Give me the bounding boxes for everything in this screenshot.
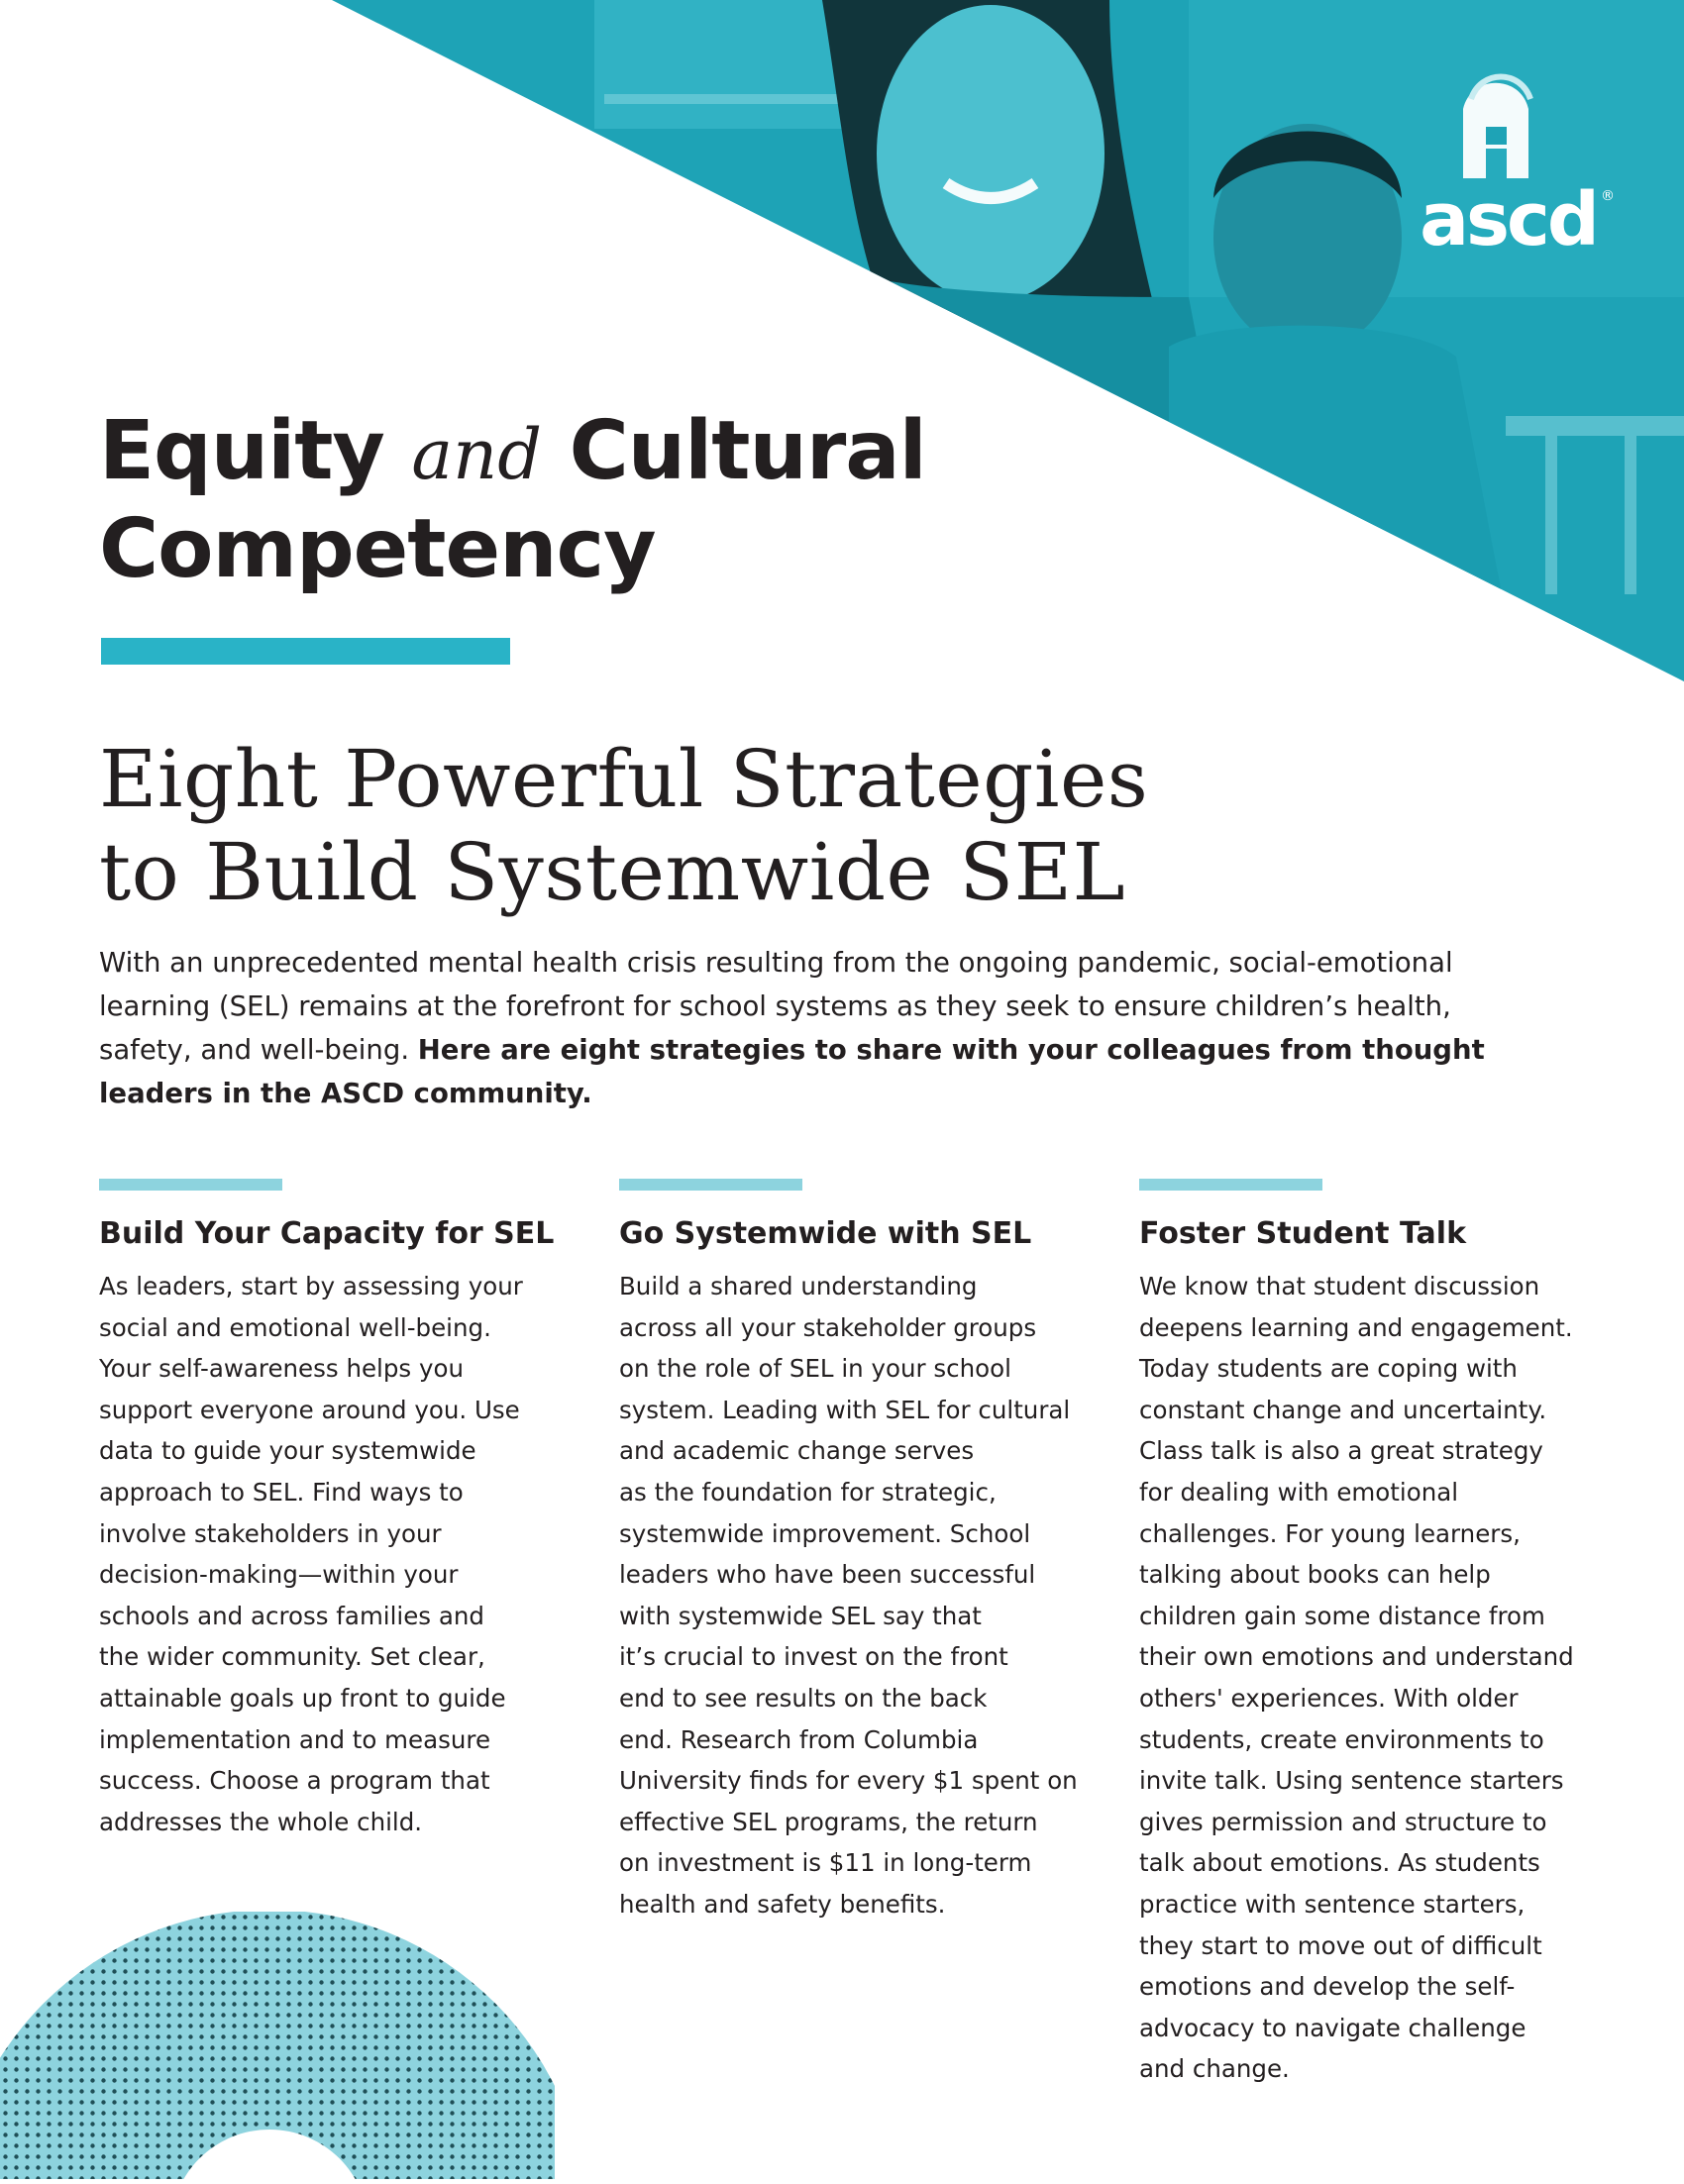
body-line: students, create environments to (1139, 1724, 1544, 1754)
body-line: others' experiences. With older (1139, 1683, 1519, 1713)
body-line: attainable goals up front to guide (99, 1683, 506, 1713)
title-word-competency: Competency (99, 502, 656, 596)
body-line: end to see results on the back (619, 1683, 988, 1713)
body-line: social and emotional well-being. (99, 1312, 491, 1342)
body-line: health and safety benefits. (619, 1889, 946, 1919)
column-accent-bar (99, 1179, 282, 1191)
body-line: they start to move out of difficult (1139, 1930, 1542, 1960)
column-body (99, 1266, 565, 1842)
body-line: on the role of SEL in your school (619, 1354, 1011, 1384)
body-line: Your self-awareness helps you (99, 1354, 464, 1384)
body-line: as the foundation for strategic, (619, 1477, 997, 1507)
body-line: gives permission and structure to (1139, 1807, 1547, 1836)
body-line: across all your stakeholder groups (619, 1312, 1037, 1342)
strategy-column-2 (619, 1179, 1085, 1925)
body-line: challenges. For young learners, (1139, 1518, 1521, 1548)
body-line: the wider community. Set clear, (99, 1642, 485, 1672)
body-line: leaders who have been successful (619, 1560, 1036, 1590)
title-word-and: and (411, 414, 543, 495)
intro-text: With an unprecedented mental health crisis resulting from the ongoing pandemic, social-emotional learning (SEL) remains at the forefront for school systems as they seek to ensure children’s health, safety, and well-being. (99, 947, 1453, 1066)
subtitle-line-2: to Build Systemwide SEL (99, 826, 1126, 918)
body-line: decision-making—within your (99, 1560, 459, 1590)
title-word-equity: Equity (99, 404, 384, 498)
body-line: data to guide your systemwide (99, 1436, 476, 1466)
column-accent-bar (619, 1179, 802, 1191)
body-line: Class talk is also a great strategy (1139, 1436, 1543, 1466)
intro-bold-text: Here are eight strategies to share with your colleagues from thought leaders in the ASCD community. (99, 1034, 1485, 1109)
body-line: on investment is $11 in long-term (619, 1848, 1032, 1878)
subtitle-line-1: Eight Powerful Strategies (99, 733, 1149, 825)
title-accent-bar (101, 638, 510, 665)
body-line: emotions and develop the self- (1139, 1972, 1516, 2002)
strategy-column-3 (1139, 1179, 1605, 2090)
title-word-cultural: Cultural (569, 404, 926, 498)
page-subtitle (99, 733, 1387, 919)
body-line: invite talk. Using sentence starters (1139, 1766, 1564, 1796)
body-line: University finds for every $1 spent on (619, 1766, 1078, 1796)
page-title (99, 404, 991, 597)
body-line: talk about emotions. As students (1139, 1848, 1540, 1878)
body-line: talking about books can help (1139, 1560, 1491, 1590)
body-line: deepens learning and engagement. (1139, 1312, 1573, 1342)
body-line: Today students are coping with (1139, 1354, 1518, 1384)
body-line: and academic change serves (619, 1436, 975, 1466)
column-body (619, 1266, 1085, 1925)
body-line: advocacy to navigate challenge (1139, 2013, 1526, 2042)
body-line: it’s crucial to invest on the front (619, 1642, 1008, 1672)
column-heading: Go Systemwide with SEL (619, 1216, 1032, 1251)
body-line: systemwide improvement. School (619, 1518, 1031, 1548)
body-line: end. Research from Columbia (619, 1724, 979, 1754)
body-line: approach to SEL. Find ways to (99, 1477, 464, 1507)
body-line: with systemwide SEL say that (619, 1601, 982, 1630)
body-line: practice with sentence starters, (1139, 1889, 1526, 1919)
column-heading: Build Your Capacity for SEL (99, 1216, 555, 1251)
body-line: addresses the whole child. (99, 1807, 423, 1836)
body-line: children gain some distance from (1139, 1601, 1545, 1630)
body-line: effective SEL programs, the return (619, 1807, 1038, 1836)
ascd-logo (1402, 69, 1615, 262)
column-heading: Foster Student Talk (1139, 1216, 1467, 1251)
body-line: for dealing with emotional (1139, 1477, 1459, 1507)
body-line: and change. (1139, 2054, 1290, 2084)
body-line: We know that student discussion (1139, 1272, 1540, 1300)
dotted-circle-decoration (0, 1912, 555, 2179)
strategy-column-1 (99, 1179, 565, 1842)
body-line: their own emotions and understand (1139, 1642, 1574, 1672)
body-line: success. Choose a program that (99, 1766, 490, 1796)
body-line: schools and across families and (99, 1601, 484, 1630)
body-line: As leaders, start by assessing your (99, 1272, 523, 1300)
column-body (1139, 1266, 1605, 2090)
body-line: constant change and uncertainty. (1139, 1395, 1547, 1424)
registered-mark: ® (1601, 188, 1615, 204)
column-accent-bar (1139, 1179, 1322, 1191)
body-line: implementation and to measure (99, 1724, 491, 1754)
body-line: Build a shared understanding (619, 1272, 978, 1300)
body-line: involve stakeholders in your (99, 1518, 442, 1548)
intro-paragraph (99, 941, 1545, 1115)
body-line: support everyone around you. Use (99, 1395, 520, 1424)
body-line: system. Leading with SEL for cultural (619, 1395, 1071, 1424)
logo-text: ascd (1420, 177, 1597, 262)
